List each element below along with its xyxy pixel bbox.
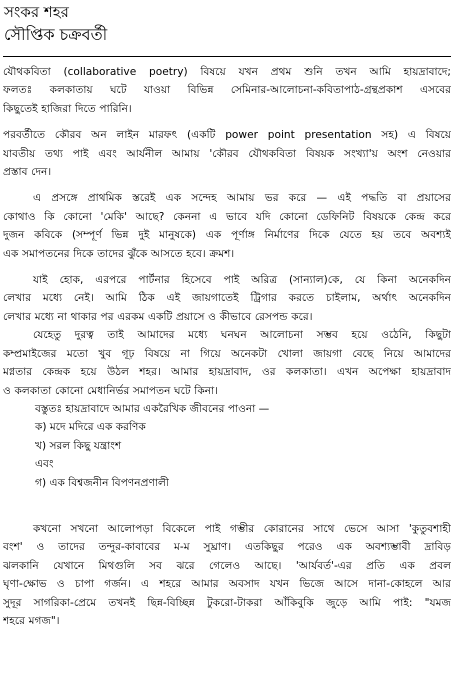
text-line: লেখার মধ্যে না থাকার পর এরকম একটি প্রয়াসে ও কীভাবে রেসপন্ড করে। <box>3 310 313 323</box>
list-item: এবং <box>35 458 54 471</box>
title-divider <box>3 56 451 57</box>
text-line: ঘৃণা-ক্ষোভ ও চাপা গর্জন। এ শহরে আমার অবসাদ যখন ভিজে আসে দানা-কোহলে আর <box>3 578 451 591</box>
text-line: বংশ' ও তাদের তন্দুর-কাবাবের ম-ম সুঘ্রাণ। এতকিছুর পরেও এক অবশ্যম্ভাবী দ্রাবিড় <box>3 541 451 554</box>
list-item: গ) এক বিশ্বজনীন বিপণনপ্রণালী <box>35 476 169 489</box>
poem-title: সংকর শহর <box>4 3 69 21</box>
document-page <box>3 0 451 630</box>
text-line: এক সমাপতনের দিকে তাদের ঝুঁকে আসতে হবে। ক্রমশ। <box>3 247 235 260</box>
text-line: ঝলকানি যেখানে মিথগুলি সব ঝরে গেলেও আছে। 'আর্যবর্ত'-এর প্রতি এক প্রবল <box>3 559 451 572</box>
text-line: কখনো সখনো আলোপড়া বিকেলে পাই গম্ভীর কোরানের সাথে ভেসে আসা 'কুতুবশাহী <box>33 522 451 535</box>
list-item: খ) সরল কিছু যন্ত্রাংশ <box>35 439 122 452</box>
text-line: যাই হোক, এরপরে পার্টনার হিসেবে পাই অরিত্র (সান্যাল)কে, যে কিনা অনেকদিন <box>33 274 451 287</box>
list-item: ক) মদে মদিরে এক করণিক <box>35 421 146 434</box>
text-line: যাবতীয় তথ্য পাই এবং আর্যনীল আমায় 'কৌরব যৌথকবিতা বিষয়ক সংখ্যা'য় অংশ নেওয়ার <box>3 147 451 160</box>
paragraph-7 <box>3 520 451 630</box>
text-line: যেহেতু দুরত্ব তাই আমাদের মধ্যে ঘনঘন আলোচনা সম্ভব হয়ে ওঠেনি, কিছুটা <box>33 329 451 342</box>
text-line: শহরে মগজ"। <box>3 614 60 627</box>
text-line: পরবর্তীতে কৌরব অন লাইন মারফৎ (একটি power point presentation সহ) এ বিষয়ে <box>3 129 451 142</box>
text-line: প্রস্তাব দেন। <box>3 166 52 179</box>
text-line: লেখার মধ্যে নেই। আমি ঠিক এই জায়গাতেই ট্রিগার করতে চাইলাম, অর্থাৎ অনেকদিন <box>3 292 451 305</box>
paragraph-5 <box>3 326 451 400</box>
text-line: সুদূর সাগরিকা-প্রেমে তখনই ছিন্ন-বিচ্ছিন্ন টুকরো-টাকরা আঁকিবুকি জুড়ে আমি পাই: "যমজ <box>3 596 451 609</box>
text-line: যৌথকবিতা (collaborative poetry) বিষয়ে যখন প্রথম শুনি তখন আমি হায়দ্রাবাদে; <box>3 66 451 78</box>
text-line: ও কলকাতা কোনো মেধানির্ভর সমাপতন ঘটে কিনা। <box>3 384 218 397</box>
paragraph-2 <box>3 126 451 181</box>
paragraph-3 <box>3 189 451 263</box>
text-line: কোথাও কি কোনো 'মেকি' আছে? কেননা এ ভাবে যদি কোনো ডেফিনিট বিষয়কে কেন্দ্র করে <box>3 210 451 223</box>
author-name: সৌপ্তিক চক্রবর্তী <box>4 25 108 44</box>
text-line: কম্প্রমাইজের মতো খুব গূঢ় বিষয়ে না গিয়ে অনেকটা খোলা জায়গা বেছে নিয়ে আমাদের <box>3 347 451 360</box>
text-line: এ প্রসঙ্গে প্রাথমিক স্তরেই এক সন্দেহ আমায় ভর করে — এই পদ্ধতি বা প্রয়াসের <box>33 192 451 205</box>
paragraph-6-intro: বস্তুতঃ হায়দ্রাবাদে আমার একরৈখিক জীবনের পাওনা — <box>35 402 270 415</box>
text-line: দুজন কবিকে (সম্পূর্ণ ভিন্ন দুই মানুষকে) এক পূর্ণাঙ্গ নির্মাণের দিকে যেতে হয় তবে অবশ্যই <box>3 229 451 242</box>
paragraph-1 <box>3 63 451 118</box>
text-line: মগ্নতার কেন্দ্রক হয়ে উঠল শহর। আমার হায়দ্রাবাদ, ওর কলকাতা। এখন অপেক্ষা হায়দ্রাবাদ <box>3 366 451 379</box>
text-line: ফলতঃ কলকাতায় ঘটে যাওয়া বিভিন্ন সেমিনার-আলোচনা-কবিতাপাঠ-গ্রন্থপ্রকাশ এসবের <box>3 84 451 97</box>
paragraph-4 <box>3 271 451 326</box>
text-line: কিছুতেই হাজিরা দিতে পারিনি। <box>3 102 132 115</box>
